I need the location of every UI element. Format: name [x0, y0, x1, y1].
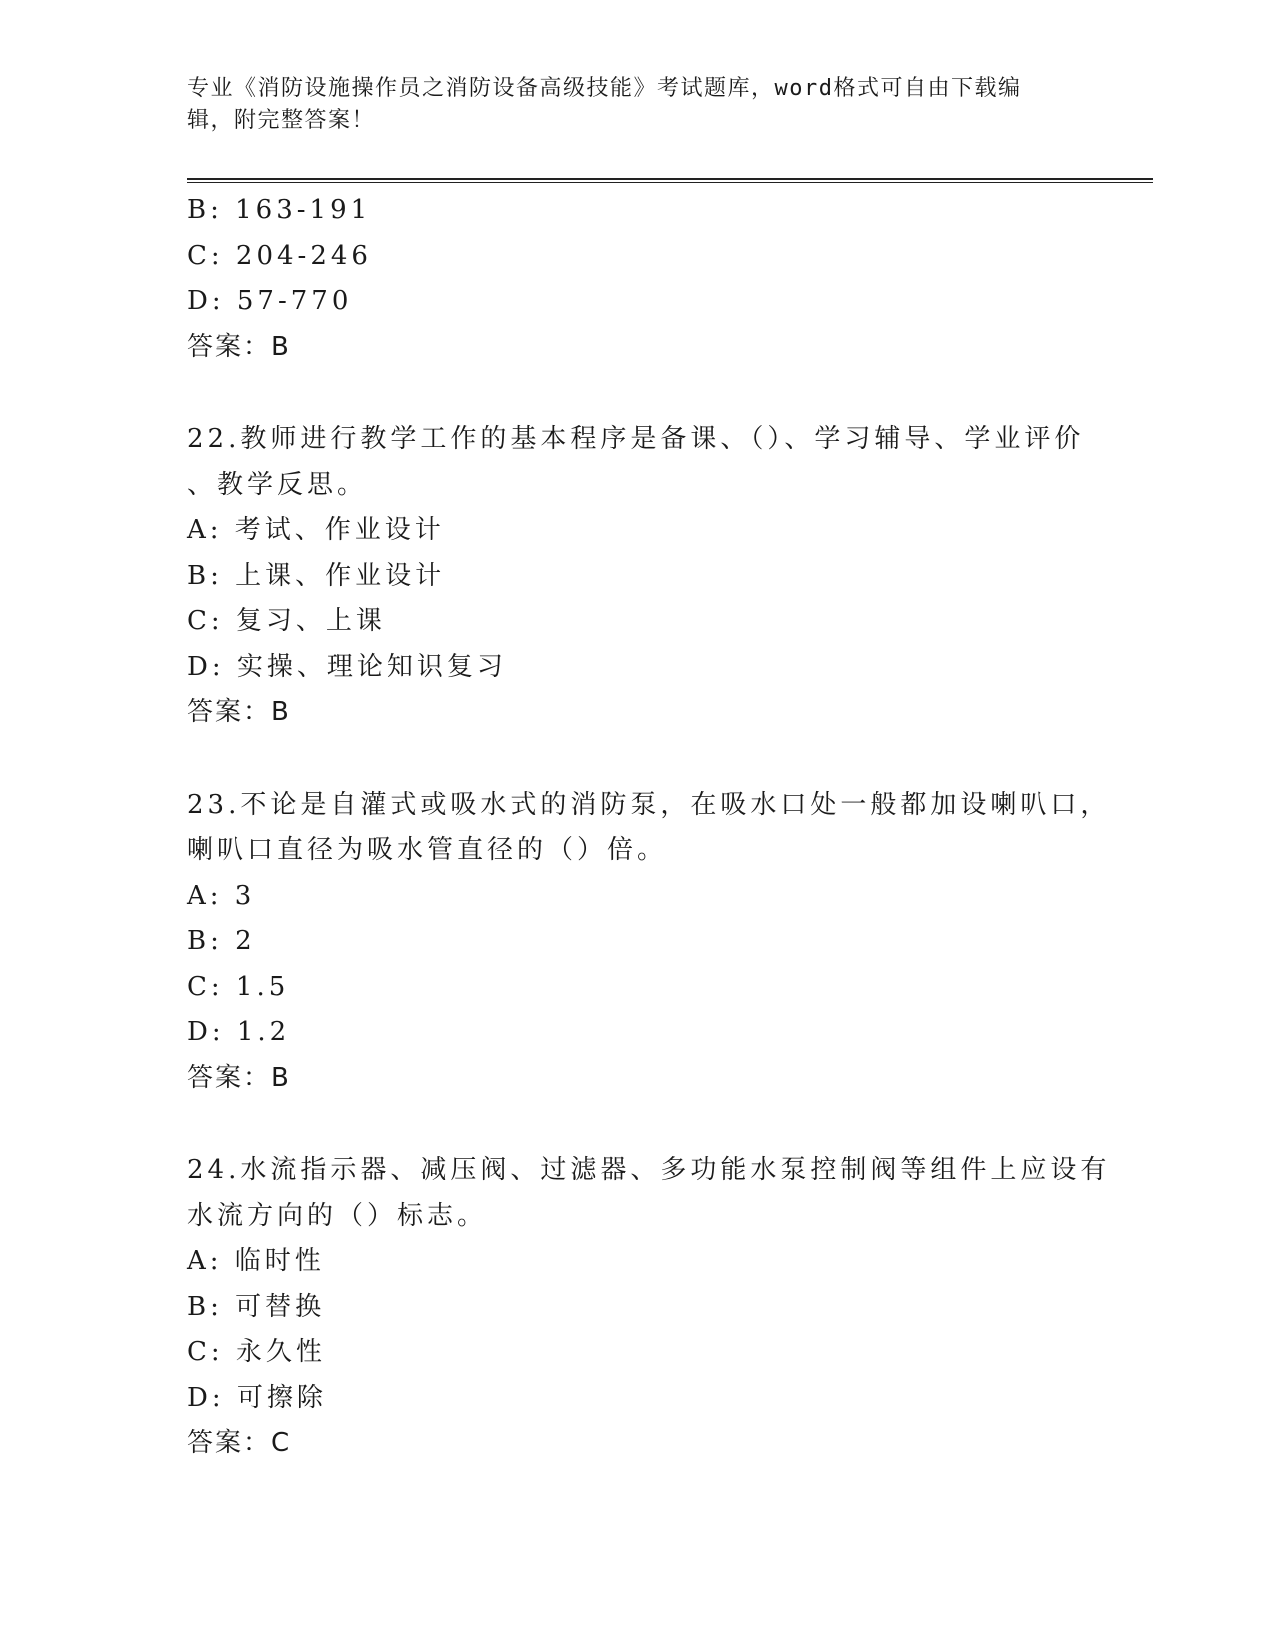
option-a: A: 考试、作业设计 [187, 515, 445, 545]
option-b: B: 可替换 [187, 1291, 326, 1322]
header-divider [187, 178, 1153, 180]
question-22 [187, 417, 1087, 736]
question-24 [187, 1148, 1111, 1467]
answer-line: 答案：C [187, 1428, 292, 1458]
option-b: B: 163-191 [187, 195, 372, 225]
option-b: B: 2 [187, 926, 256, 956]
option-a: A: 临时性 [187, 1246, 325, 1276]
question-list [187, 188, 1111, 1467]
option-d: D: 1.2 [187, 1017, 291, 1047]
option-c: C: 永久性 [187, 1337, 326, 1367]
question-stem-line: 22.教师进行教学工作的基本程序是备课、（）、学习辅导、学业评价 [187, 424, 1085, 454]
header-divider-thin [187, 182, 1153, 183]
option-d: D: 57-770 [187, 286, 353, 316]
question-21-tail [187, 188, 1087, 370]
question-stem-line: 24.水流指示器、减压阀、过滤器、多功能水泵控制阀等组件上应设有 [187, 1155, 1111, 1185]
option-d: D: 实操、理论知识复习 [187, 651, 507, 682]
header-line-2: 辑，附完整答案！ [187, 108, 376, 133]
question-stem-line: 、教学反思。 [187, 469, 368, 500]
answer-line: 答案：B [187, 697, 291, 727]
option-d: D: 可擦除 [187, 1382, 327, 1413]
option-c: C: 204-246 [187, 240, 372, 271]
option-c: C: 1.5 [187, 971, 290, 1002]
header-line-1: 专业《消防设施操作员之消防设备高级技能》考试题库，word格式可自由下载编 [187, 76, 1022, 101]
option-b: B: 上课、作业设计 [187, 560, 446, 591]
question-stem-line: 喇叭口直径为吸水管直径的（）倍。 [187, 835, 668, 865]
question-stem-line: 水流方向的（）标志。 [187, 1200, 488, 1231]
option-a: A: 3 [187, 880, 256, 911]
question-stem-line: 23.不论是自灌式或吸水式的消防泵，在吸水口处一般都加设喇叭口， [187, 789, 1111, 820]
answer-line: 答案：B [187, 331, 291, 362]
document-header [187, 73, 1087, 137]
answer-line: 答案：B [187, 1062, 291, 1093]
option-c: C: 复习、上课 [187, 606, 386, 636]
question-23 [187, 783, 1111, 1102]
